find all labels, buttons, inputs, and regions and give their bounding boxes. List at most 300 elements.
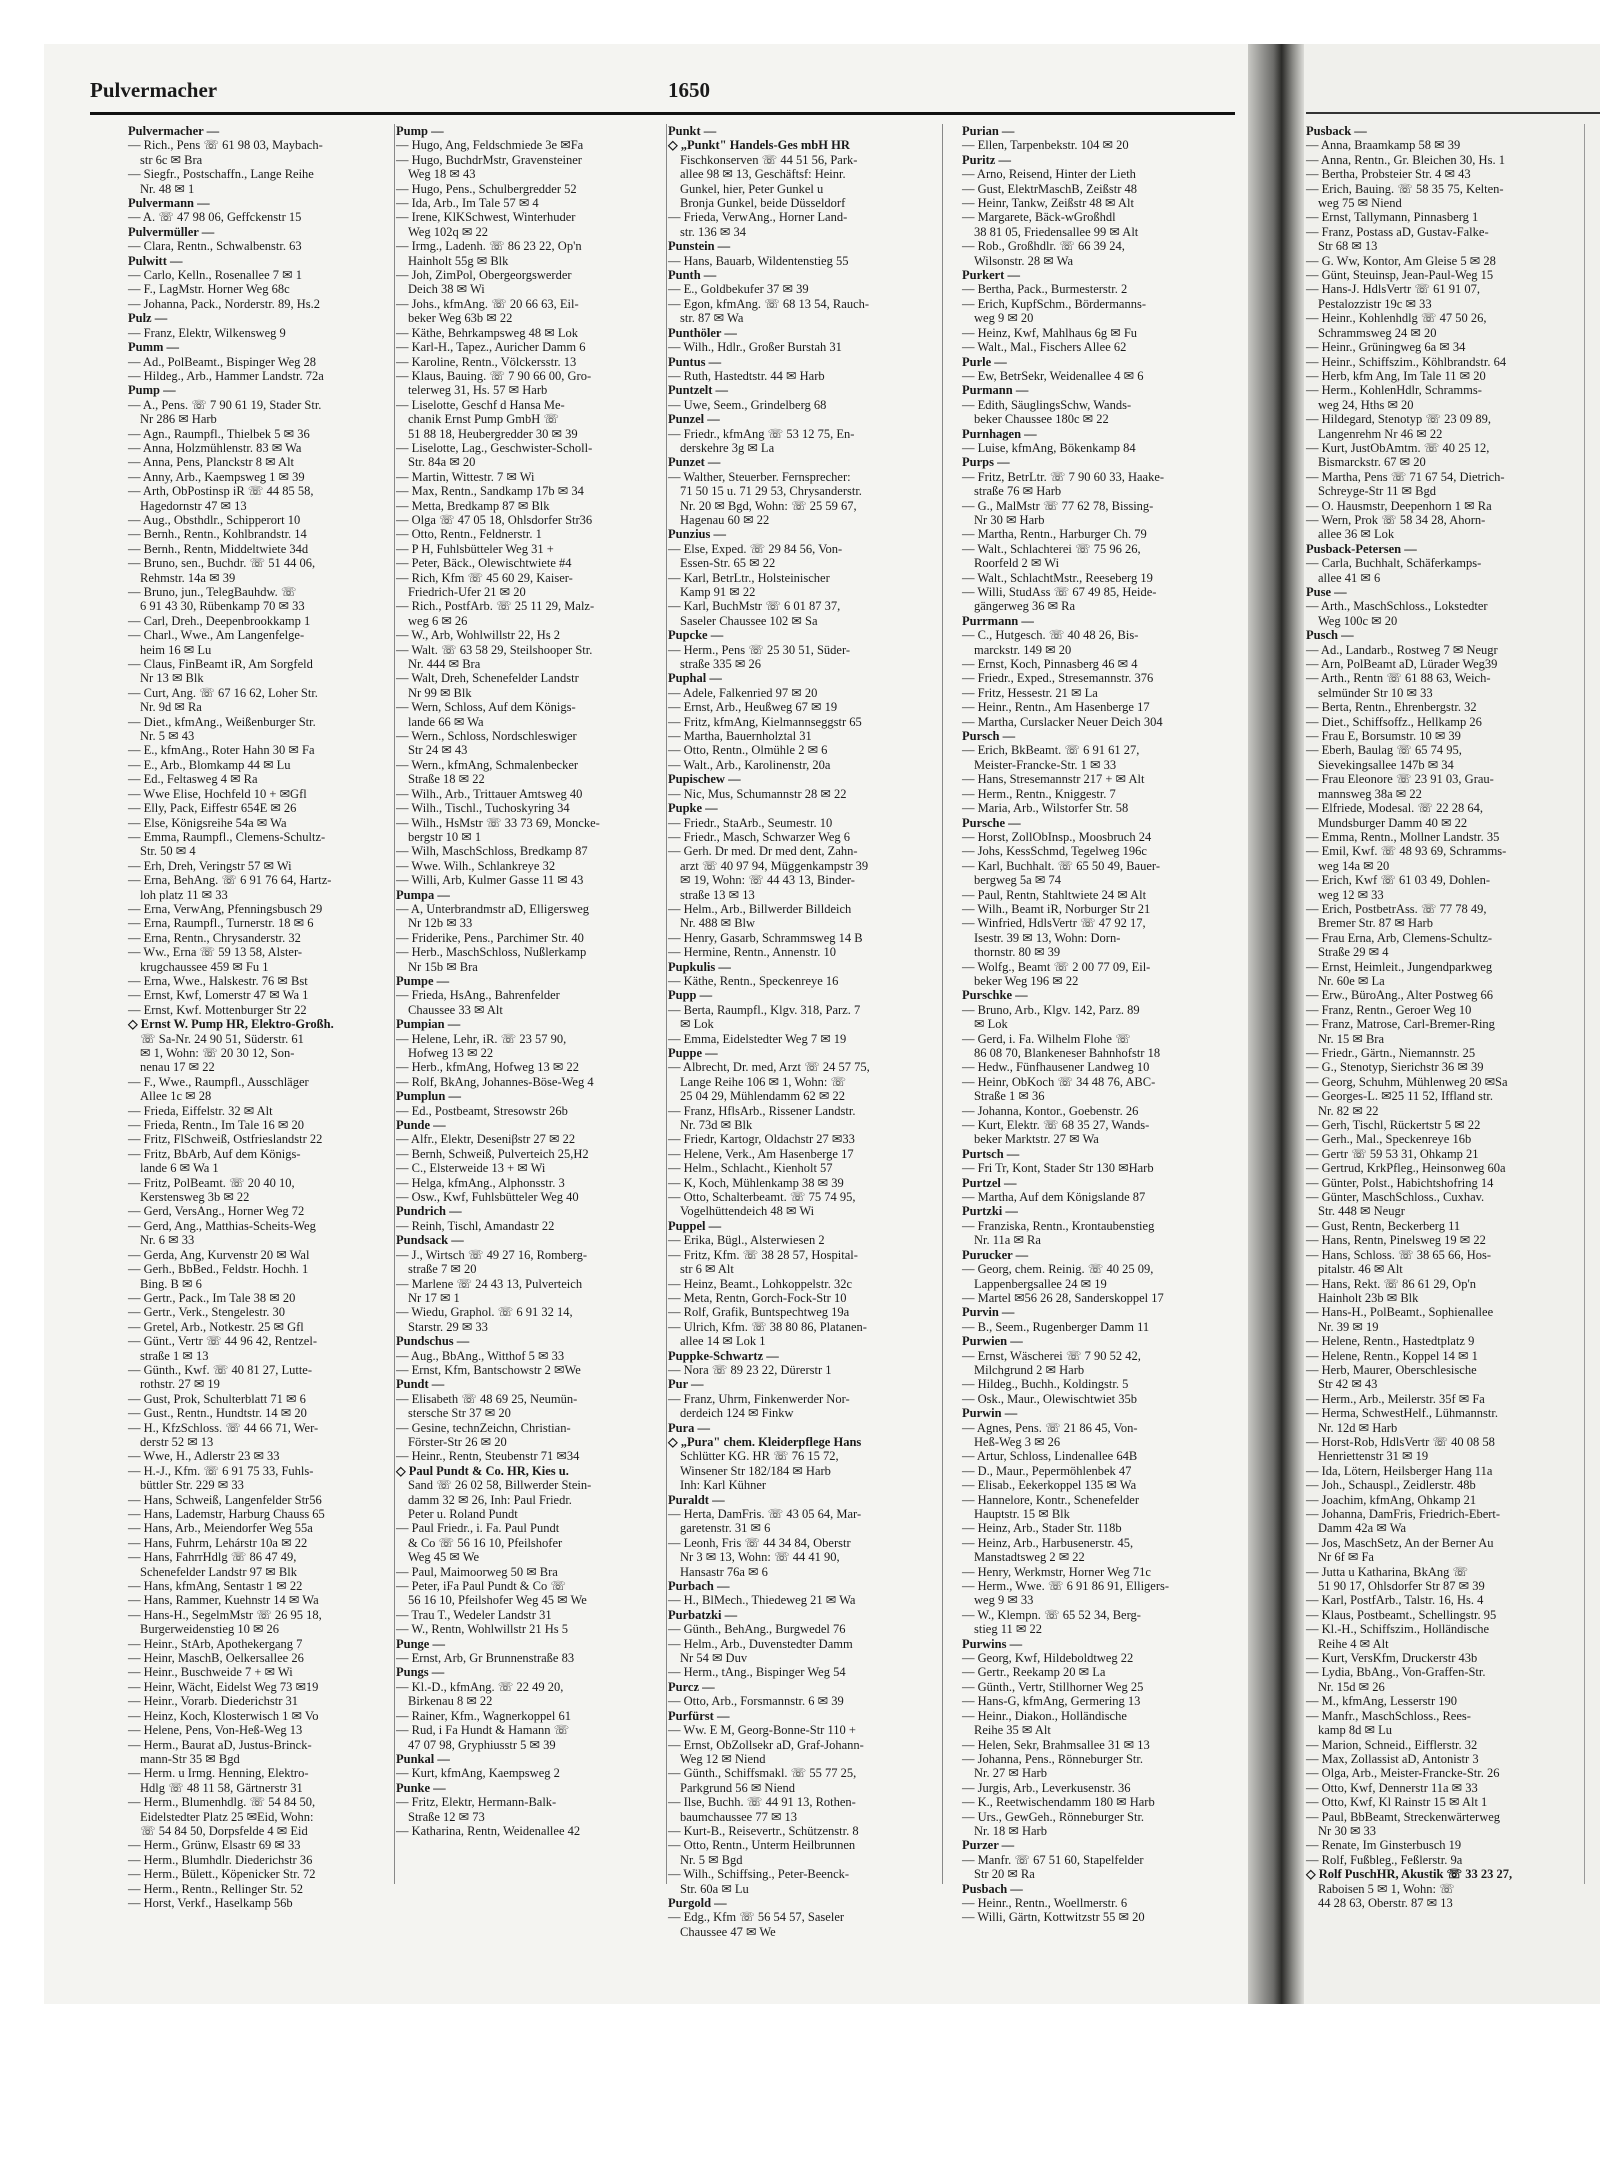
- directory-entry-line: — Rich., Pens ☏ 61 98 03, Maybach-: [128, 138, 323, 153]
- directory-entry-line: Straße 12 ✉ 73: [408, 1809, 485, 1824]
- directory-entry-line: Str 42 ✉ 43: [1318, 1377, 1378, 1392]
- directory-entry-line: Meister-Francke-Str. 1 ✉ 33: [974, 757, 1117, 772]
- directory-entry-line: — Leonh, Fris ☏ 44 34 84, Oberstr: [668, 1535, 851, 1550]
- directory-entry-line: — Carlo, Kelln., Rosenallee 7 ✉ 1: [128, 268, 302, 283]
- directory-entry-line: — Claus, FinBeamt iR, Am Sorgfeld: [128, 657, 313, 672]
- directory-entry-line: — Helene, Pens, Von-Heß-Weg 13: [128, 1723, 303, 1738]
- directory-entry-line: — Friedr, Kartogr, Oldachstr 27 ✉33: [668, 1132, 855, 1147]
- directory-entry-line: Nr. 18 ✉ Harb: [974, 1823, 1047, 1838]
- directory-entry-line: Damm 42a ✉ Wa: [1318, 1521, 1407, 1536]
- directory-entry-line: Pumm —: [128, 340, 180, 355]
- directory-entry-line: — Carla, Buchhalt, Schäferkamps-: [1306, 556, 1482, 571]
- directory-column-4: [962, 124, 1230, 1925]
- directory-entry-line: — Gust, ElektrMaschB, Zeißstr 48: [962, 181, 1137, 196]
- directory-entry-line: — Otto, Schalterbeamt. ☏ 75 74 95,: [668, 1190, 856, 1205]
- directory-entry-line: Eidelstedter Platz 25 ✉Eid, Wohn:: [140, 1809, 314, 1824]
- directory-entry-line: — Friedr., kfmAng ☏ 53 12 75, En-: [668, 426, 855, 441]
- directory-entry-line: — Günth., Schiffsmakl. ☏ 55 77 25,: [668, 1766, 857, 1781]
- directory-entry-line: — Liselotte, Geschf d Hansa Me-: [396, 397, 565, 412]
- directory-entry-line: — Margarete, Bäck-wGroßhdl: [962, 210, 1116, 225]
- directory-entry-line: — Gust, Rentn, Beckerberg 11: [1306, 1218, 1461, 1233]
- directory-entry-line: Pusback-Petersen —: [1306, 541, 1417, 556]
- directory-entry-line: — Max, Zollassist aD, Antonistr 3: [1306, 1751, 1479, 1766]
- directory-entry-line: Nr 30 ✉ Harb: [974, 512, 1045, 527]
- directory-entry-line: — Franziska, Rentn., Krontaubenstieg: [962, 1218, 1155, 1233]
- directory-entry-line: — Rob., Großhdlr. ☏ 66 39 24,: [962, 239, 1125, 254]
- directory-entry-line: ☏ Sa-Nr. 24 90 51, Süderstr. 61: [140, 1031, 304, 1046]
- directory-entry-line: ✉ Lok: [974, 1017, 1008, 1032]
- directory-entry-line: Nr. 5 ✉ 43: [140, 729, 195, 744]
- directory-entry-line: — Herb., kfmAng, Hofweg 13 ✉ 22: [396, 1060, 580, 1075]
- directory-entry-line: — Erna, Wwe., Halskestr. 76 ✉ Bst: [128, 973, 308, 988]
- directory-entry-line: Pundrich —: [396, 1204, 462, 1219]
- directory-entry-line: Nr. 12d ✉ Harb: [1318, 1420, 1398, 1435]
- directory-entry-line: Purtsch —: [962, 1146, 1020, 1161]
- directory-entry-line: Hauptstr. 15 ✉ Blk: [974, 1507, 1070, 1521]
- directory-entry-line: — Jutta u Katharina, BkAng ☏: [1306, 1564, 1469, 1579]
- directory-entry-line: — Fritz, Kfm. ☏ 38 28 57, Hospital-: [668, 1247, 858, 1262]
- directory-entry-line: Purucker —: [962, 1247, 1029, 1262]
- directory-entry-line: Starstr. 29 ✉ 33: [408, 1319, 488, 1334]
- directory-entry-line: Hagedornstr 47 ✉ 13: [140, 498, 247, 513]
- directory-entry-line: ◇ „Pura" chem. Kleiderpflege Hans: [668, 1434, 862, 1449]
- directory-entry-line: — Walt, Dreh, Schenefelder Landstr: [396, 671, 579, 686]
- directory-entry-line: str 6c ✉ Bra: [140, 152, 203, 167]
- directory-entry-line: — Hermine, Rentn., Annenstr. 10: [668, 945, 837, 960]
- directory-entry-line: — Helene, Rentn., Koppel 14 ✉ 1: [1306, 1348, 1478, 1363]
- directory-entry-line: — Emma, Eidelstedter Weg 7 ✉ 19: [668, 1031, 847, 1046]
- directory-entry-line: Punzet —: [668, 455, 721, 470]
- directory-entry-line: — Henry, Gasarb, Schrammsweg 14 B: [668, 930, 863, 945]
- directory-entry-line: — Hans-H., PolBeamt., Sophienallee: [1306, 1305, 1494, 1320]
- directory-entry-line: — Ernst, Heimleit., Jungendparkweg: [1306, 959, 1493, 974]
- directory-entry-line: — G., MalMstr ☏ 77 62 78, Bissing-: [962, 498, 1154, 513]
- directory-entry-line: — Otto, Arb., Forsmannstr. 6 ✉ 39: [668, 1694, 844, 1709]
- directory-column-5: [1306, 124, 1596, 1910]
- directory-entry-line: — Herb, Maurer, Oberschlesische: [1306, 1362, 1477, 1377]
- directory-entry-line: — Heinr., Kohlenhdlg ☏ 47 50 26,: [1306, 311, 1487, 326]
- directory-entry-line: Puppe —: [668, 1046, 718, 1060]
- directory-entry-line: str 6 ✉ Alt: [680, 1262, 734, 1277]
- directory-entry-line: — Heinr, Tankw, Zeißstr 48 ✉ Alt: [962, 196, 1134, 211]
- directory-entry-line: — Heinr., Rentn, Steubenstr 71 ✉34: [396, 1449, 580, 1464]
- directory-entry-line: — Fritz, Elektr, Hermann-Balk-: [396, 1795, 557, 1810]
- directory-entry-line: bergweg 5a ✉ 74: [974, 873, 1061, 888]
- directory-entry-line: Nr 286 ✉ Harb: [140, 412, 217, 427]
- directory-entry-line: damm 32 ✉ 26, Inh: Paul Friedr.: [408, 1492, 572, 1507]
- directory-entry-line: — Manfr., MaschSchloss., Rees-: [1306, 1708, 1471, 1723]
- directory-entry-line: — Wern., Schloss, Nordschleswiger: [396, 729, 577, 744]
- directory-entry-line: Purmann —: [962, 383, 1029, 398]
- directory-entry-line: — Wwe. Wilh., Schlankreye 32: [396, 858, 556, 873]
- directory-entry-line: Purgold —: [668, 1895, 727, 1910]
- directory-entry-line: — Aug., BbAng., Witthof 5 ✉ 33: [396, 1348, 565, 1363]
- directory-entry-line: weg 12 ✉ 33: [1318, 887, 1384, 902]
- directory-entry-line: — Irene, KlKSchwest, Winterhuder: [396, 210, 576, 225]
- directory-entry-line: — Herm., Blumhdlr. Diederichstr 36: [128, 1852, 313, 1867]
- directory-entry-line: Reihe 35 ✉ Alt: [974, 1723, 1051, 1738]
- directory-entry-line: — Frieda, Eiffelstr. 32 ✉ Alt: [128, 1103, 273, 1118]
- directory-entry-line: — Franz, Postass aD, Gustav-Falke-: [1306, 224, 1489, 239]
- directory-entry-line: — Edg., Kfm ☏ 56 54 57, Saseler: [668, 1910, 845, 1925]
- directory-entry-line: allee 14 ✉ Lok 1: [680, 1334, 766, 1349]
- directory-entry-line: — Herm., Grünw, Elsastr 69 ✉ 33: [128, 1838, 301, 1853]
- directory-entry-line: Pusback —: [1306, 124, 1367, 138]
- directory-entry-line: — Heinz, Arb., Stader Str. 118b: [962, 1521, 1122, 1536]
- directory-entry-line: stieg 11 ✉ 22: [974, 1622, 1042, 1637]
- directory-entry-line: — Willi, StudAss ☏ 67 49 85, Heide-: [962, 585, 1157, 599]
- directory-entry-line: — Erich, BkBeamt. ☏ 6 91 61 27,: [962, 743, 1140, 758]
- directory-entry-line: Reihe 4 ✉ Alt: [1318, 1636, 1389, 1651]
- directory-entry-line: Schlütter KG. HR ☏ 76 15 72,: [680, 1449, 839, 1464]
- directory-entry-line: — Hans, FahrrHdlg ☏ 86 47 49,: [128, 1550, 297, 1565]
- directory-entry-line: Str. 50 ✉ 4: [140, 844, 196, 859]
- directory-entry-line: — Elfriede, Modesal. ☏ 22 28 64,: [1306, 801, 1484, 816]
- directory-entry-line: — Herm., Pens ☏ 25 30 51, Süder-: [668, 642, 851, 657]
- directory-entry-line: — Günt, Steuinsp, Jean-Paul-Weg 15: [1306, 268, 1494, 283]
- directory-entry-line: — Bernh., Rentn., Kohlbrandstr. 14: [128, 527, 307, 542]
- directory-entry-line: straße 13 ✉ 13: [680, 887, 755, 902]
- directory-entry-line: lande 6 ✉ Wa 1: [140, 1161, 219, 1176]
- directory-entry-line: — Gertr., Verk., Stengelestr. 30: [128, 1305, 286, 1320]
- directory-entry-line: Nr. 5 ✉ Bgd: [680, 1852, 743, 1867]
- directory-entry-line: — Arth, ObPostinsp iR ☏ 44 85 58,: [128, 484, 314, 499]
- directory-entry-line: Bing. B ✉ 6: [140, 1276, 202, 1291]
- directory-entry-line: Pulz —: [128, 311, 168, 326]
- directory-entry-line: — Gerd, Ang., Matthias-Scheits-Weg: [128, 1218, 316, 1233]
- directory-entry-line: — Helga, kfmAng., Alphonsstr. 3: [396, 1175, 565, 1190]
- directory-entry-line: Punthöler —: [668, 325, 737, 340]
- directory-entry-line: Gunkel, hier, Peter Gunkel u: [680, 181, 824, 196]
- directory-entry-line: — Herta, DamFris. ☏ 43 05 64, Mar-: [668, 1507, 862, 1521]
- directory-entry-line: — H., BlMech., Thiedeweg 21 ✉ Wa: [668, 1593, 856, 1608]
- directory-entry-line: Pupke —: [668, 801, 718, 816]
- directory-entry-line: 86 08 70, Blankeneser Bahnhofstr 18: [974, 1046, 1161, 1060]
- directory-entry-line: — Hildegard, Stenotyp ☏ 23 09 89,: [1306, 412, 1492, 427]
- directory-entry-line: Nr. 11a ✉ Ra: [974, 1233, 1041, 1248]
- directory-entry-line: — Ilse, Buchh. ☏ 44 91 13, Rothen-: [668, 1795, 856, 1810]
- directory-entry-line: — Horst-Rob, HdlsVertr ☏ 40 08 58: [1306, 1434, 1495, 1449]
- directory-entry-line: — Berta, Raumpfl., Klgv. 318, Parz. 7: [668, 1002, 861, 1017]
- directory-entry-line: — Herm., Bülett., Köpenicker Str. 72: [128, 1867, 316, 1882]
- directory-entry-line: Schreyge-Str 11 ✉ Bgd: [1318, 484, 1436, 499]
- directory-entry-line: allee 41 ✉ 6: [1318, 570, 1381, 585]
- directory-entry-line: Str 68 ✉ 13: [1318, 239, 1378, 254]
- directory-entry-line: — Heinr, MaschB, Oelkersallee 26: [128, 1651, 304, 1666]
- directory-entry-line: Purkert —: [962, 268, 1020, 283]
- directory-entry-line: Weg 100c ✉ 20: [1318, 613, 1398, 628]
- directory-entry-line: — Lydia, BbAng., Von-Graffen-Str.: [1306, 1665, 1486, 1680]
- directory-entry-line: — Martin, Wittestr. 7 ✉ Wi: [396, 469, 535, 484]
- directory-entry-line: — Karl-H., Tapez., Auricher Damm 6: [396, 340, 586, 355]
- directory-entry-line: — Heinr., Rentn., Am Hasenberge 17: [962, 700, 1150, 715]
- directory-entry-line: weg 6 ✉ 26: [408, 613, 468, 628]
- directory-entry-line: — Willi, Arb, Kulmer Gasse 11 ✉ 43: [396, 873, 584, 888]
- directory-entry-line: — Paul, Rentn, Stahltwiete 24 ✉ Alt: [962, 887, 1147, 902]
- directory-entry-line: — Helene, Verk., Am Hasenberge 17: [668, 1146, 854, 1161]
- directory-entry-line: Straße 1 ✉ 36: [974, 1089, 1045, 1104]
- directory-entry-line: — Curt, Ang. ☏ 67 16 62, Loher Str.: [128, 685, 318, 700]
- directory-entry-line: straße 7 ✉ 20: [408, 1262, 477, 1277]
- directory-entry-line: — Anna, Rentn., Gr. Bleichen 30, Hs. 1: [1306, 152, 1505, 167]
- directory-entry-line: — Helm., Arb., Billwerder Billdeich: [668, 901, 852, 916]
- directory-entry-line: — Herb, kfm Ang, Im Tale 11 ✉ 20: [1306, 368, 1486, 383]
- directory-entry-line: — Ernst, Koch, Pinnasberg 46 ✉ 4: [962, 657, 1138, 672]
- directory-entry-line: Weg 102q ✉ 22: [408, 224, 488, 239]
- directory-entry-line: — Herm., tAng., Bispinger Weg 54: [668, 1665, 846, 1680]
- directory-entry-line: — Herm., Blumenhdlg. ☏ 54 84 50,: [128, 1795, 316, 1810]
- running-head-name: Pulvermacher: [90, 78, 218, 102]
- directory-entry-line: — Gust., Rentn., Hundtstr. 14 ✉ 20: [128, 1406, 307, 1421]
- directory-entry-line: — Gertrud, KrkPfleg., Heinsonweg 60a: [1306, 1161, 1506, 1176]
- directory-entry-line: — Käthe, Behrkampsweg 48 ✉ Lok: [396, 325, 578, 340]
- directory-entry-line: Friedrich-Ufer 21 ✉ 20: [408, 585, 526, 599]
- directory-entry-line: ◇ Ernst W. Pump HR, Elektro-Großh.: [128, 1017, 334, 1032]
- directory-entry-line: — Erw., BüroAng., Alter Postweg 66: [1306, 988, 1494, 1003]
- directory-entry-line: ◇ Paul Pundt & Co. HR, Kies u.: [396, 1463, 569, 1478]
- directory-entry-line: Puritz —: [962, 152, 1011, 167]
- directory-entry-line: Str. 448 ✉ Neugr: [1318, 1204, 1405, 1219]
- directory-entry-line: — Metta, Bredkamp 87 ✉ Blk: [396, 498, 550, 513]
- directory-entry-line: Hansastr 76a ✉ 6: [680, 1564, 768, 1579]
- directory-entry-line: str. 87 ✉ Wa: [680, 311, 744, 326]
- directory-entry-line: — Hans, Schloss. ☏ 38 65 66, Hos-: [1306, 1247, 1492, 1262]
- directory-entry-line: — Bernh, Schweiß, Pulverteich 25,H2: [396, 1146, 589, 1161]
- directory-entry-line: — Siegfr., Postschaffn., Lange Reihe: [128, 167, 314, 182]
- directory-entry-line: — Klaus, Postbeamt., Schellingstr. 95: [1306, 1607, 1497, 1622]
- directory-entry-line: weg 9 ✉ 20: [974, 311, 1034, 326]
- directory-entry-line: Nr 17 ✉ 1: [408, 1290, 460, 1305]
- directory-entry-line: Roorfeld 2 ✉ Wi: [974, 556, 1060, 571]
- directory-entry-line: Pupischew —: [668, 772, 741, 787]
- directory-entry-line: Pumpe —: [396, 973, 450, 988]
- directory-entry-line: straße 76 ✉ Harb: [974, 484, 1062, 499]
- column-divider: [394, 124, 395, 1884]
- directory-entry-line: — Helene, Rentn., Hastedtplatz 9: [1306, 1334, 1475, 1349]
- directory-entry-line: — Ida, Arb., Im Tale 57 ✉ 4: [396, 196, 539, 211]
- directory-entry-line: telerweg 31, Hs. 57 ✉ Harb: [408, 383, 548, 398]
- directory-entry-line: mann-Str 35 ✉ Bgd: [140, 1751, 240, 1766]
- directory-entry-line: — Georg, Kwf, Hildeboldtweg 22: [962, 1651, 1134, 1666]
- directory-entry-line: — W., Arb, Wohlwillstr 22, Hs 2: [396, 628, 561, 643]
- directory-entry-line: — Heinz, Beamt., Lohkoppelstr. 32c: [668, 1276, 852, 1291]
- directory-entry-line: — Hans, Arb., Meiendorfer Weg 55a: [128, 1521, 313, 1536]
- directory-entry-line: Hofweg 13 ✉ 22: [408, 1046, 494, 1060]
- directory-entry-line: — Artur, Schloss, Lindenallee 64B: [962, 1449, 1138, 1464]
- directory-entry-line: — Ernst, ObZollsekr aD, Graf-Johann-: [668, 1737, 864, 1752]
- directory-entry-line: — Hugo, BuchdrMstr, Gravensteiner: [396, 152, 582, 167]
- directory-entry-line: — Franz, HflsArb., Rissener Landstr.: [668, 1103, 856, 1118]
- directory-entry-line: — Frau Erna, Arb, Clemens-Schultz-: [1306, 930, 1493, 945]
- directory-entry-line: — Helm., Arb., Duvenstedter Damm: [668, 1636, 853, 1651]
- directory-entry-line: Nr. 6 ✉ 33: [140, 1233, 195, 1248]
- directory-entry-line: Burgerweidenstieg 10 ✉ 26: [140, 1622, 280, 1637]
- directory-entry-line: — Friedr., Gärtn., Niemannstr. 25: [1306, 1046, 1476, 1060]
- directory-entry-line: loh platz 11 ✉ 33: [140, 887, 228, 902]
- directory-entry-line: Pupkulis —: [668, 959, 731, 974]
- directory-entry-line: Nr. 82 ✉ 22: [1318, 1103, 1379, 1118]
- directory-column-2: [396, 124, 666, 1884]
- directory-entry-line: Puraldt —: [668, 1492, 725, 1507]
- directory-entry-line: — Hildeg., Arb., Hammer Landstr. 72a: [128, 368, 324, 383]
- facing-header-rule: [1306, 112, 1600, 114]
- directory-entry-line: — Heinr, Wächt, Eidelst Weg 73 ✉19: [128, 1679, 319, 1694]
- directory-entry-line: — Erich, PostbetrAss. ☏ 77 78 49,: [1306, 901, 1487, 916]
- directory-entry-line: — Heinr., Vorarb. Diederichstr 31: [128, 1694, 298, 1709]
- directory-entry-line: — Kl.-D., kfmAng. ☏ 22 49 20,: [396, 1679, 564, 1694]
- directory-entry-line: — Frieda, HsAng., Bahrenfelder: [396, 988, 560, 1003]
- directory-entry-line: — Martel ✉56 26 28, Sanderskoppel 17: [962, 1290, 1164, 1305]
- directory-entry-line: — Frieda, VerwAng., Horner Land-: [668, 210, 848, 225]
- directory-entry-line: — Johanna, Pack., Norderstr. 89, Hs.2: [128, 296, 320, 311]
- directory-entry-line: — Arth., Rentn ☏ 61 88 63, Weich-: [1306, 671, 1491, 686]
- directory-entry-line: — Hans, Rammer, Kuehnstr 14 ✉ Wa: [128, 1593, 319, 1608]
- directory-entry-line: Punke —: [396, 1780, 446, 1795]
- directory-entry-line: — E., Goldbekufer 37 ✉ 39: [668, 282, 809, 297]
- directory-entry-line: Peter u. Roland Pundt: [408, 1507, 518, 1521]
- directory-entry-line: — Emma, Rentn., Mollner Landstr. 35: [1306, 829, 1500, 844]
- directory-entry-line: Pupp —: [668, 988, 713, 1003]
- directory-entry-line: — Otto, Rentn., Feldnerstr. 1: [396, 527, 542, 542]
- directory-entry-line: Purtzel —: [962, 1175, 1017, 1190]
- directory-entry-line: Puntzelt —: [668, 383, 729, 398]
- directory-entry-line: — Hans, Rentn, Pinelsweg 19 ✉ 22: [1306, 1233, 1486, 1248]
- directory-entry-line: — Johanna, Pens., Rönneburger Str.: [962, 1751, 1144, 1766]
- directory-entry-line: — Heinz, Koch, Klosterwisch 1 ✉ Vo: [128, 1708, 319, 1723]
- directory-entry-line: — Hedw., Fünfhausener Landweg 10: [962, 1060, 1150, 1075]
- directory-entry-line: — Arno, Reisend, Hinter der Lieth: [962, 167, 1136, 182]
- directory-entry-line: Nr 54 ✉ Duv: [680, 1651, 748, 1666]
- directory-entry-line: Weg 18 ✉ 43: [408, 167, 476, 182]
- directory-entry-line: — A, Unterbrandmstr aD, Elligersweg: [396, 901, 590, 916]
- directory-entry-line: krugchaussee 459 ✉ Fu 1: [140, 959, 269, 974]
- directory-entry-line: straße 1 ✉ 13: [140, 1348, 209, 1363]
- directory-entry-line: Nr. 9d ✉ Ra: [140, 700, 202, 715]
- book-gutter: [1248, 44, 1304, 2004]
- directory-entry-line: Pundschus —: [396, 1334, 470, 1349]
- directory-entry-line: Nr. 20 ✉ Bgd, Wohn: ☏ 25 59 67,: [680, 498, 857, 513]
- directory-entry-line: — Fritz, PolBeamt. ☏ 20 40 10,: [128, 1175, 295, 1190]
- directory-entry-line: — Marion, Schneid., Eifflerstr. 32: [1306, 1737, 1478, 1752]
- directory-entry-line: — Wern, Prok ☏ 58 34 28, Ahorn-: [1306, 512, 1486, 527]
- directory-entry-line: — Paul, Maimoorweg 50 ✉ Bra: [396, 1564, 558, 1579]
- directory-entry-line: heim 16 ✉ Lu: [140, 642, 212, 657]
- directory-entry-line: baumchaussee 77 ✉ 13: [680, 1809, 798, 1824]
- directory-entry-line: — Charl., Wwe., Am Langenfelge-: [128, 628, 305, 643]
- directory-entry-line: — Anny, Arb., Kaempsweg 1 ✉ 39: [128, 469, 305, 484]
- directory-entry-line: — Ulrich, Kfm. ☏ 38 80 86, Platanen-: [668, 1319, 867, 1334]
- directory-entry-line: — Karl, Buchhalt. ☏ 65 50 49, Bauer-: [962, 858, 1160, 873]
- directory-entry-line: Punde —: [396, 1118, 446, 1133]
- directory-entry-line: Pulvermann —: [128, 196, 210, 211]
- directory-entry-line: — Gerh., BbBed., Feldstr. Hochh. 1: [128, 1262, 309, 1277]
- directory-entry-line: — Hans, Rekt. ☏ 86 61 29, Op'n: [1306, 1276, 1476, 1291]
- directory-entry-line: — Martha, Pens ☏ 71 67 54, Dietrich-: [1306, 469, 1505, 484]
- directory-entry-line: — Paul Friedr., i. Fa. Paul Pundt: [396, 1521, 560, 1536]
- directory-entry-line: — Luise, kfmAng, Bökenkamp 84: [962, 440, 1136, 455]
- directory-entry-line: — Alfr., Elektr, Deseniβstr 27 ✉ 22: [396, 1132, 576, 1147]
- directory-entry-line: — C., Elsterweide 13 + ✉ Wi: [396, 1161, 546, 1176]
- directory-entry-line: — G. Ww, Kontor, Am Gleise 5 ✉ 28: [1306, 253, 1496, 268]
- directory-entry-line: Purps —: [962, 455, 1010, 470]
- directory-entry-line: Lappenbergsallee 24 ✉ 19: [974, 1276, 1107, 1291]
- directory-column-3: [668, 124, 940, 1939]
- directory-entry-line: — Martha, Curslacker Neuer Deich 304: [962, 714, 1163, 729]
- directory-entry-line: Puphal —: [668, 671, 722, 686]
- directory-entry-line: Straße 18 ✉ 22: [408, 772, 485, 787]
- directory-entry-line: — Aug., Obsthdlr., Schipperort 10: [128, 512, 301, 527]
- directory-entry-line: Essen-Str. 65 ✉ 22: [680, 556, 776, 571]
- page-number: 1650: [668, 78, 710, 102]
- directory-entry-line: Puppel —: [668, 1218, 722, 1233]
- directory-entry-line: — Hannelore, Kontr., Schenefelder: [962, 1492, 1140, 1507]
- directory-entry-line: — Diet., Schiffsoffz., Hellkamp 26: [1306, 714, 1482, 729]
- directory-entry-line: Puppke-Schwartz —: [668, 1348, 779, 1363]
- directory-entry-line: — Ellen, Tarpenbekstr. 104 ✉ 20: [962, 138, 1129, 153]
- directory-entry-line: — Otto, Kwf, Kl Rainstr 15 ✉ Alt 1: [1306, 1795, 1488, 1810]
- directory-entry-line: — Erich, Bauing. ☏ 58 35 75, Kelten-: [1306, 181, 1504, 196]
- directory-entry-line: — Marlene ☏ 24 43 13, Pulverteich: [396, 1276, 583, 1291]
- directory-entry-line: — Kurt-B., Reisevertr., Schützenstr. 8: [668, 1823, 859, 1838]
- directory-entry-line: — Karl, BetrLtr., Holsteinischer: [668, 570, 830, 585]
- directory-entry-line: — Käthe, Rentn., Speckenreye 16: [668, 973, 839, 988]
- directory-entry-line: 56 16 10, Pfeilshofer Weg 45 ✉ We: [408, 1593, 587, 1608]
- directory-entry-line: — H.-J., Kfm. ☏ 6 91 75 33, Fuhls-: [128, 1463, 314, 1478]
- directory-entry-line: — F., LagMstr. Horner Weg 68c: [128, 282, 290, 297]
- directory-entry-line: 51 88 18, Heubergredder 30 ✉ 39: [408, 426, 578, 441]
- directory-entry-line: Nr 15b ✉ Bra: [408, 959, 478, 974]
- directory-entry-line: — Heinr., Rentn., Woellmerstr. 6: [962, 1895, 1128, 1910]
- directory-entry-line: — Gertr ☏ 59 53 31, Ohkamp 21: [1306, 1146, 1479, 1161]
- directory-entry-line: — Ed., Feltasweg 4 ✉ Ra: [128, 772, 258, 787]
- directory-entry-line: Chaussee 33 ✉ Alt: [408, 1002, 503, 1017]
- directory-entry-line: 25 04 29, Mühlendamm 62 ✉ 22: [680, 1089, 845, 1104]
- directory-entry-line: — Ruth, Hastedtstr. 44 ✉ Harb: [668, 368, 825, 383]
- directory-entry-line: — Trau T., Wedeler Landstr 31: [396, 1607, 552, 1622]
- directory-entry-line: — Helm., Schlacht., Kienholt 57: [668, 1161, 833, 1176]
- directory-entry-line: — Gerd, VersAng., Horner Weg 72: [128, 1204, 305, 1219]
- directory-entry-line: Lange Reihe 106 ✉ 1, Wohn: ☏: [680, 1074, 847, 1089]
- directory-entry-line: Purcz —: [668, 1679, 715, 1694]
- directory-entry-line: büttler Str. 229 ✉ 33: [140, 1478, 244, 1493]
- directory-entry-line: — Günth., Kwf. ☏ 40 81 27, Lutte-: [128, 1362, 313, 1377]
- directory-entry-line: stersche Str 37 ✉ 20: [408, 1406, 511, 1421]
- directory-entry-line: — Wilh., Arb., Trittauer Amtsweg 40: [396, 786, 583, 801]
- directory-entry-line: — Else, Exped. ☏ 29 84 56, Von-: [668, 541, 843, 556]
- directory-entry-line: Schenefelder Landstr 97 ✉ Blk: [140, 1564, 297, 1579]
- directory-entry-line: — Kurt, JustObAmtm. ☏ 40 25 12,: [1306, 440, 1490, 455]
- directory-entry-line: — Rich, Kfm ☏ 45 60 29, Kaiser-: [396, 570, 573, 585]
- directory-entry-line: — Karl, PostfArb., Talstr. 16, Hs. 4: [1306, 1593, 1484, 1608]
- directory-entry-line: — Herb., MaschSchloss, Nußlerkamp: [396, 945, 587, 960]
- directory-entry-line: — Wwe, H., Adlerstr 23 ✉ 33: [128, 1449, 280, 1464]
- directory-entry-line: — Ew, BetrSekr, Weidenallee 4 ✉ 6: [962, 368, 1144, 383]
- directory-entry-line: — Agnes, Pens. ☏ 21 86 45, Von-: [962, 1420, 1138, 1435]
- directory-entry-line: — Hugo, Ang, Feldschmiede 3e ✉Fa: [396, 138, 584, 153]
- directory-entry-line: — Hans, kfmAng, Sentastr 1 ✉ 22: [128, 1579, 303, 1594]
- directory-entry-line: — Rud, i Fa Hundt & Hamann ☏: [396, 1723, 570, 1738]
- directory-entry-line: Pundt —: [396, 1377, 445, 1392]
- directory-entry-line: Deich 38 ✉ Wi: [408, 282, 485, 297]
- directory-entry-line: — Albrecht, Dr. med, Arzt ☏ 24 57 75,: [668, 1060, 870, 1075]
- directory-entry-line: Purrmann —: [962, 613, 1034, 628]
- directory-entry-line: Nr. 73d ✉ Blk: [680, 1118, 753, 1133]
- directory-entry-line: — Maria, Arb., Wilstorfer Str. 58: [962, 801, 1129, 816]
- directory-entry-line: — Herm., Baurat aD, Justus-Brinck-: [128, 1737, 312, 1752]
- directory-entry-line: — Else, Königsreihe 54a ✉ Wa: [128, 815, 287, 830]
- directory-entry-line: — Kurt, VersKfm, Druckerstr 43b: [1306, 1651, 1478, 1666]
- directory-entry-line: — Anna, Holzmühlenstr. 83 ✉ Wa: [128, 440, 302, 455]
